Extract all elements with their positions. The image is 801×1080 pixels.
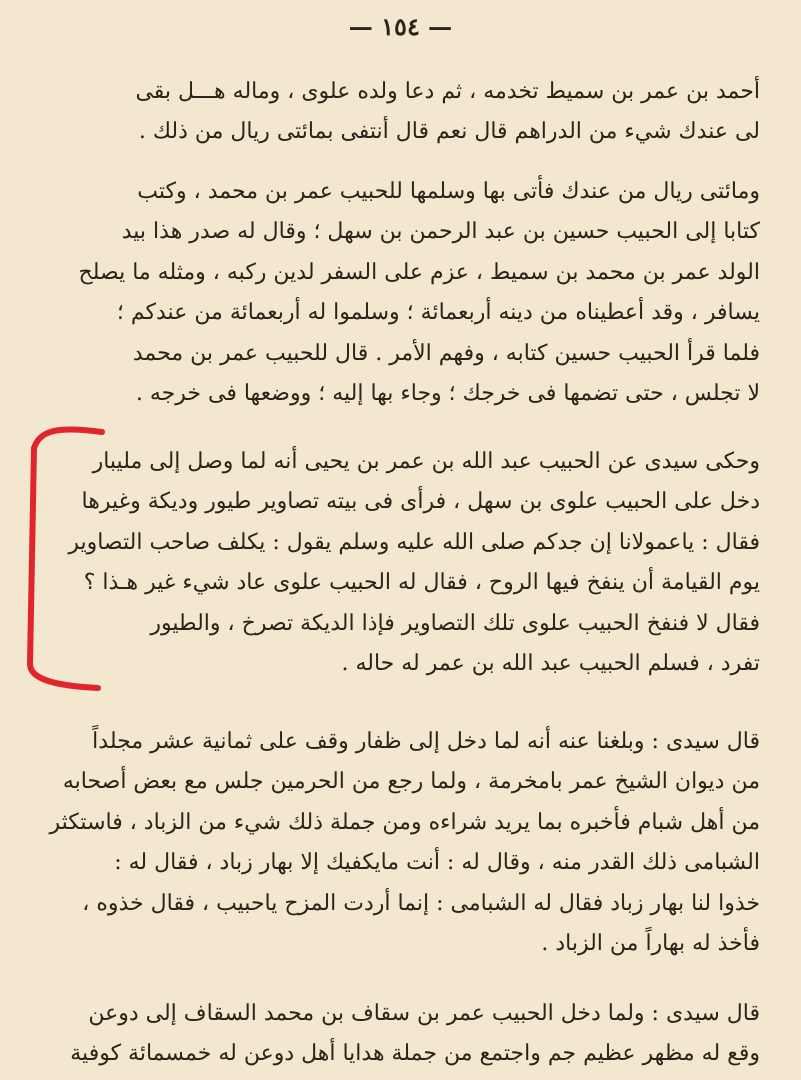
paragraph-3-highlighted <box>38 442 760 684</box>
text-line: الولد عمر بن محمد بن سميط ، عزم على السفر لدين ركبه ، ومثله ما يصلح <box>78 259 760 285</box>
text-line: الشبامى ذلك القدر منه ، وقال له : أنت مايكفيك إلا بهار زباد ، فقال له : <box>114 850 760 876</box>
text-line: وقع له مظهر عظيم جم واجتمع من جملة هدايا أهل دوعن له خمسمائة كوفية <box>70 1041 760 1067</box>
text-line: فقال لا فنفخ الحبيب علوى تلك التصاوير فإذا الديكة تصرخ ، والطيور <box>150 610 760 636</box>
text-line: خذوا لنا بهار زباد فقال له الشبامى : إنما أردت المزح ياحبيب ، فقال خذوه ، <box>82 890 760 916</box>
red-bracket-annotation <box>18 424 108 692</box>
text-line: قال سيدى : ولما دخل الحبيب عمر بن سقاف بن محمد السقاف إلى دوعن <box>88 1001 760 1026</box>
text-line: قال سيدى : وبلغنا عنه أنه لما دخل إلى ظفار وقف على ثمانية عشر مجلداً <box>92 729 760 754</box>
text-line: فقال : ياعمولانا إن جدكم صلى الله عليه وسلم يقول : يكلف صاحب التصاوير <box>68 529 760 555</box>
text-line: فأخذ له بهاراً من الزباد . <box>541 930 760 956</box>
text-line: كتابا إلى الحبيب حسين بن عبد الرحمن بن سهل ؛ وقال له صدر هذا بيد <box>121 219 760 245</box>
text-line: وحكى سيدى عن الحبيب عبد الله بن عمر بن يحيى أنه لما وصل إلى مليبار <box>92 449 760 474</box>
text-line: لى عندك شيء من الدراهم قال نعم قال أنتفى بمائتى ريال من ذلك . <box>138 119 760 145</box>
paragraph-5 <box>38 994 760 1075</box>
text-line: يوم القيامة أن ينفخ فيها الروح ، فقال له الحبيب علوى عاد شيء غير هـذا ؟ <box>83 570 760 596</box>
text-line: فلما قرأ الحبيب حسين كتابه ، وفهم الأمر . قال للحبيب عمر بن محمد <box>132 340 760 366</box>
text-line: ومائتى ريال من عندك فأتى بها وسلمها للحبيب عمر بن محمد ، وكتب <box>137 179 760 204</box>
text-line: من أهل شبام فأخبره بما يريد شراءه ومن جملة ذلك شيء من الزباد ، فاستكثر <box>49 809 760 835</box>
paragraph-1 <box>38 72 760 153</box>
paragraph-2 <box>38 172 760 414</box>
page-number: — ١٥٤ — <box>348 12 453 41</box>
text-line: تفرد ، فسلم الحبيب عبد الله بن عمر له حاله . <box>341 650 760 676</box>
text-line: دخل على الحبيب علوى بن سهل ، فرأى فى بيته تصاوير طيور وديكة وغيرها <box>81 489 760 515</box>
text-line: لا تجلس ، حتى تضمها فى خرجك ؛ وجاء بها إليه ؛ ووضعها فى خرجه . <box>135 380 760 406</box>
text-line: يسافر ، وقد أعطيناه من دينه أربعمائة ؛ وسلموا له أربعمائة من عندكم ؛ <box>116 300 760 326</box>
paragraph-4 <box>38 722 760 964</box>
text-line: من ديوان الشيخ عمر بامخرمة ، ولما رجع من الحرمين جلس مع بعض أصحابه <box>62 769 760 795</box>
text-line: أحمد بن عمر بن سميط تخدمه ، ثم دعا ولده علوى ، وماله هـــل بقى <box>135 79 760 104</box>
